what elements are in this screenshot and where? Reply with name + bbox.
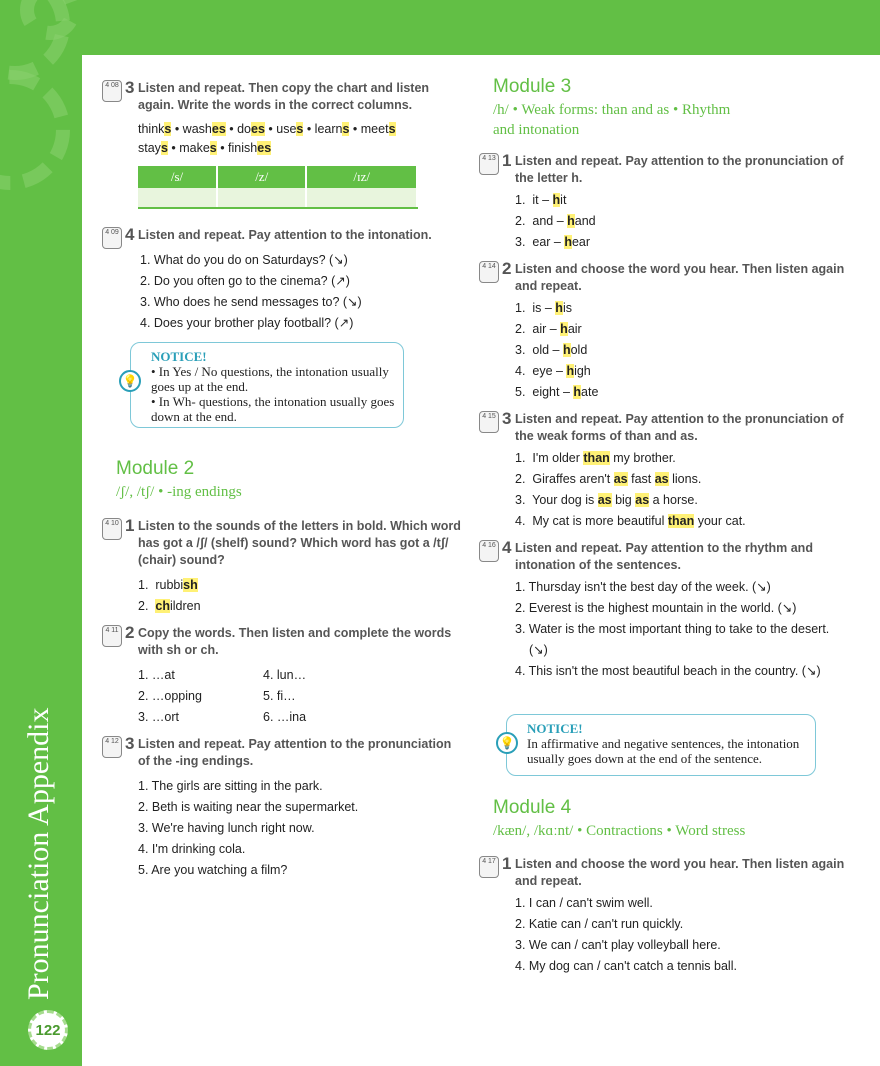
exercise-number: 1 [502, 151, 512, 170]
list-item: 2. …opping [138, 689, 202, 703]
top-banner [0, 0, 880, 55]
module-3-exercises [479, 153, 849, 690]
page-number: 122 [28, 1010, 68, 1050]
audio-track-icon[interactable]: 4 16 [479, 540, 499, 562]
audio-track-icon[interactable]: 4 08 [102, 80, 122, 102]
list-item: 1. …at [138, 668, 175, 682]
list-item: 1. I can / can't swim well. [515, 896, 653, 910]
notice-title: NOTICE! [527, 721, 583, 736]
audio-track-icon[interactable]: 4 13 [479, 153, 499, 175]
module-subtitle: /h/ • Weak forms: than and as • Rhythm and intonation [493, 102, 731, 138]
audio-track-icon[interactable]: 4 10 [102, 518, 122, 540]
chart-header: /z/ [217, 166, 306, 188]
instruction: Listen and choose the word you hear. Then listen again and repeat. [515, 857, 845, 888]
sounds-chart [138, 166, 418, 209]
audio-track-icon[interactable]: 4 12 [102, 736, 122, 758]
instruction: Listen and repeat. Pay attention to the pronunciation of the weak forms of than and as. [515, 412, 844, 443]
instruction: Listen to the sounds of the letters in bold. Which word has got a /ʃ/ (shelf) sound? Which word has got a /tʃ/ (chair) sound? [138, 519, 461, 567]
list-item: 3. We can / can't play volleyball here. [515, 938, 721, 952]
gear-icon [0, 70, 70, 190]
lightbulb-icon: 💡 [119, 370, 141, 392]
list-item: 4. Does your brother play football? (↗) [140, 316, 354, 330]
list-item: 3. ear – hear [515, 235, 591, 249]
exercise-3-ing-endings [102, 736, 462, 881]
list-item: 2. and – hand [515, 214, 596, 228]
list-item: 2. air – hair [515, 322, 582, 336]
list-item: 1. it – hit [515, 193, 567, 207]
exercise-3-weak-forms [479, 411, 849, 532]
instruction: Listen and repeat. Then copy the chart and listen again. Write the words in the correct columns. [138, 81, 430, 112]
module-4 [493, 797, 853, 841]
exercise-4-intonation [102, 227, 462, 334]
module-2 [116, 458, 466, 502]
list-item: 1. I'm older than my brother. [515, 451, 676, 465]
notice-line: • In Wh- questions, the intonation usually goes down at the end. [151, 394, 395, 424]
list-item: 5. fi… [263, 689, 296, 703]
list-item: 6. …ina [263, 710, 307, 724]
list-item: 3. We're having lunch right now. [138, 821, 315, 835]
exercise-number: 3 [125, 78, 135, 97]
list-item: 5. eight – hate [515, 385, 599, 399]
list-item: 1. rubbish [138, 578, 198, 592]
list-item: 3. …ort [138, 710, 179, 724]
list-item: 2. Beth is waiting near the supermarket. [138, 800, 359, 814]
chart-cell [306, 188, 417, 208]
chart-header: /s/ [138, 166, 217, 188]
list-item: 3. Water is the most important thing to take to the desert. (↘) [515, 622, 830, 657]
word-list: thinks • washes • does • uses • learns • meets stays • makes • finishes [138, 122, 396, 155]
exercise-4-rhythm [479, 540, 849, 682]
audio-track-icon[interactable]: 4 14 [479, 261, 499, 283]
exercise-number: 2 [125, 623, 135, 642]
exercise-1-can-cant [479, 856, 849, 977]
audio-track-icon[interactable]: 4 17 [479, 856, 499, 878]
audio-track-icon[interactable]: 4 15 [479, 411, 499, 433]
list-item: 1. is – his [515, 301, 572, 315]
chart-cell [138, 188, 217, 208]
instruction: Listen and repeat. Pay attention to the rhythm and intonation of the sentences. [515, 541, 813, 572]
exercise-1-sh-ch [102, 518, 462, 617]
list-item: 3. Your dog is as big as a horse. [515, 493, 698, 507]
exercise-2-h-choose [479, 261, 849, 403]
list-item: 4. eye – high [515, 364, 591, 378]
module-subtitle: /kæn/, /kɑːnt/ • Contractions • Word stress [493, 823, 746, 839]
exercise-1-h [479, 153, 849, 253]
module-4-exercises [479, 856, 849, 985]
notice-title: NOTICE! [151, 349, 207, 364]
notice-text: In affirmative and negative sentences, the intonation usually goes down at the end of the sentence. [527, 736, 800, 766]
instruction: Listen and choose the word you hear. Then listen again and repeat. [515, 262, 845, 293]
list-item: 2. Giraffes aren't as fast as lions. [515, 472, 702, 486]
list-item: 2. Do you often go to the cinema? (↗) [140, 274, 350, 288]
exercise-number: 3 [502, 409, 512, 428]
list-item: 4. This isn't the most beautiful beach in the country. (↘) [515, 664, 821, 678]
exercise-number: 1 [502, 854, 512, 873]
instruction: Listen and repeat. Pay attention to the intonation. [138, 228, 432, 242]
list-item: 1. Thursday isn't the best day of the week. (↘) [515, 580, 771, 594]
list-item: 3. Who does he send messages to? (↘) [140, 295, 362, 309]
exercise-number: 1 [125, 516, 135, 535]
instruction: Listen and repeat. Pay attention to the pronunciation of the -ing endings. [138, 737, 452, 768]
instruction: Copy the words. Then listen and complete the words with sh or ch. [138, 626, 452, 657]
list-item: 2. Everest is the highest mountain in the world. (↘) [515, 601, 797, 615]
left-column [102, 80, 462, 342]
list-item: 3. old – hold [515, 343, 588, 357]
notice-box [506, 714, 816, 776]
exercise-number: 3 [125, 734, 135, 753]
list-item: 4. I'm drinking cola. [138, 842, 246, 856]
list-item: 4. lun… [263, 668, 307, 682]
list-item: 1. What do you do on Saturdays? (↘) [140, 253, 348, 267]
audio-track-icon[interactable]: 4 11 [102, 625, 122, 647]
chart-cell [217, 188, 306, 208]
module-title: Module 2 [116, 458, 195, 479]
lightbulb-icon: 💡 [496, 732, 518, 754]
module-title: Module 3 [493, 76, 572, 97]
exercise-2-complete-words [102, 625, 462, 728]
list-item: 4. My cat is more beautiful than your cat. [515, 514, 746, 528]
notice-box [130, 342, 404, 428]
exercise-number: 2 [502, 259, 512, 278]
exercise-number: 4 [502, 538, 512, 557]
module-3 [493, 76, 853, 140]
instruction: Listen and repeat. Pay attention to the pronunciation of the letter h. [515, 154, 844, 185]
notice-line: • In Yes / No questions, the intonation usually goes up at the end. [151, 364, 389, 394]
section-title-vertical: Pronunciation Appendix [22, 707, 55, 1000]
module-subtitle: /ʃ/, /tʃ/ • -ing endings [116, 484, 242, 500]
list-item: 1. The girls are sitting in the park. [138, 779, 323, 793]
exercise-number: 4 [125, 225, 135, 244]
audio-track-icon[interactable]: 4 09 [102, 227, 122, 249]
list-item: 5. Are you watching a film? [138, 863, 288, 877]
exercise-3-sounds [102, 80, 462, 209]
list-item: 2. children [138, 599, 201, 613]
list-item: 2. Katie can / can't run quickly. [515, 917, 684, 931]
list-item: 4. My dog can / can't catch a tennis ball. [515, 959, 737, 973]
module-2-exercises [102, 518, 462, 889]
chart-header: /ɪz/ [306, 166, 417, 188]
module-title: Module 4 [493, 797, 572, 818]
